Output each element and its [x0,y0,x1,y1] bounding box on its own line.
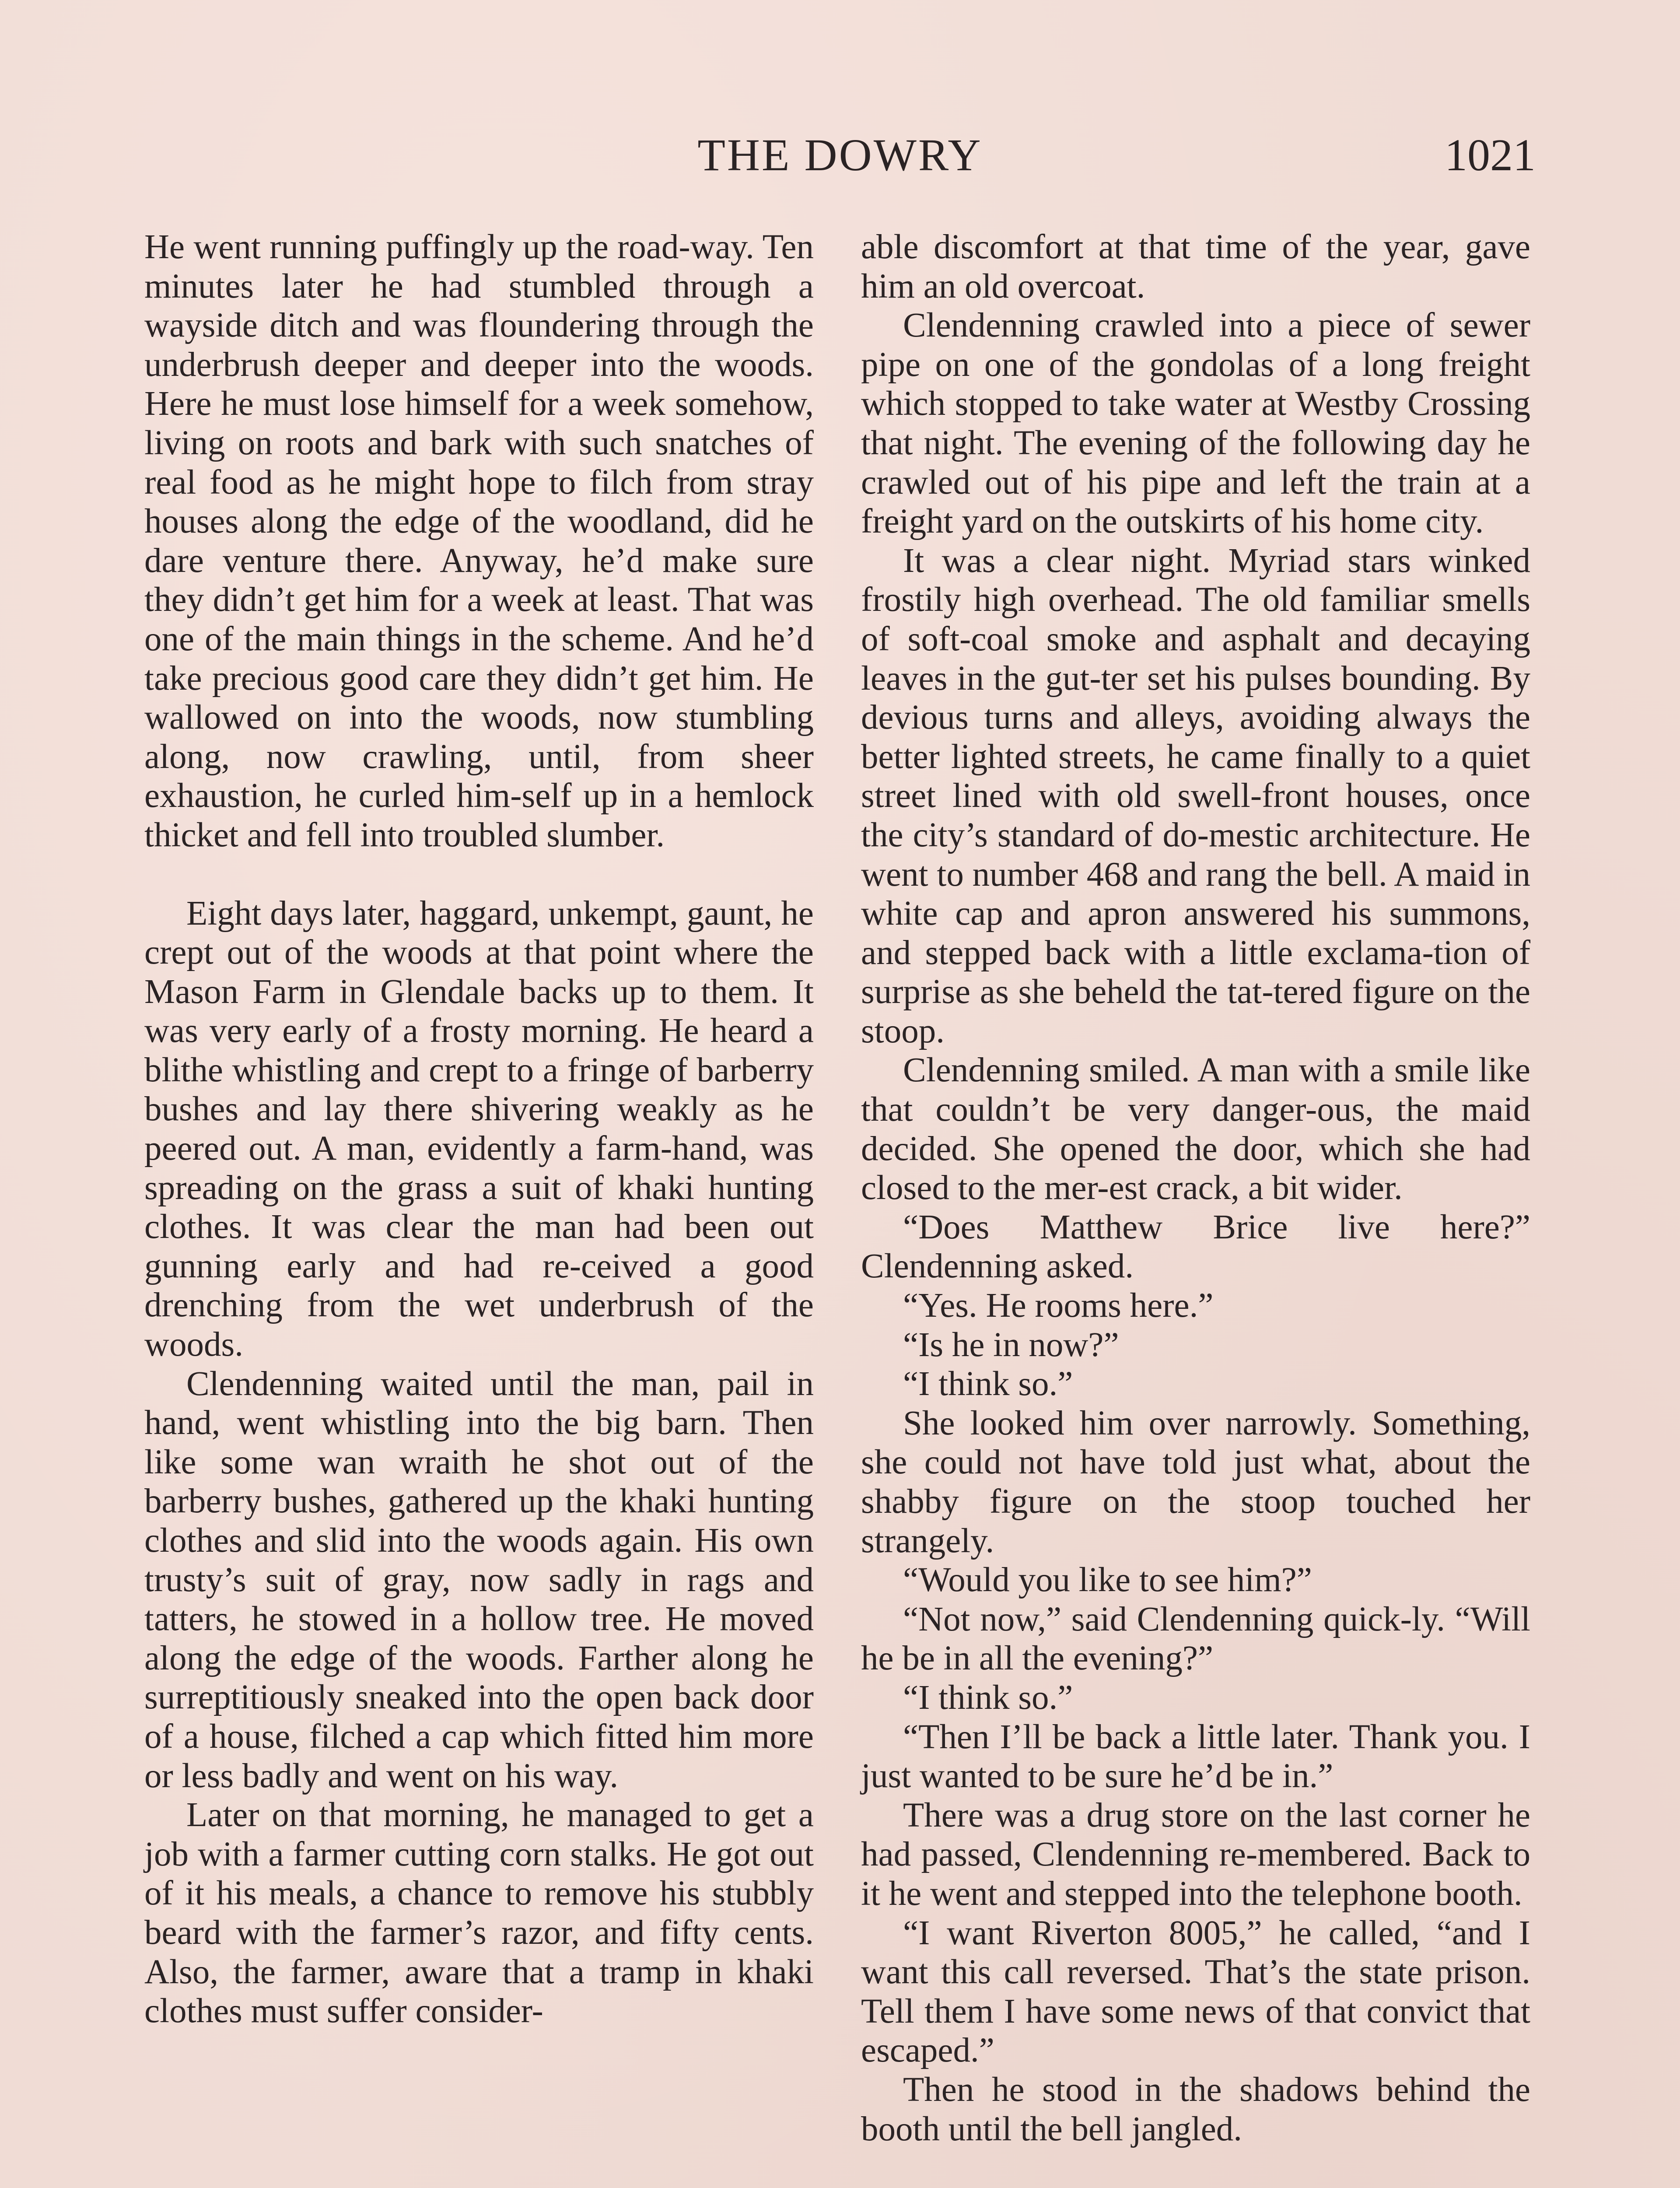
dialogue-line: “Does Matthew Brice live here?” Clendenning asked. [861,1208,1530,1286]
running-head: THE DOWRY [697,130,983,180]
dialogue-line: “Yes. He rooms here.” [903,1287,1214,1325]
paragraph: Later on that morning, he managed to get a job with a farmer cutting corn stalks. He got out of it his meals, a chance to remove his stubbly beard with the farmer’s razor, and fifty cents. Also, the farmer, aware that a tramp in khaki clothes must suffer consider- [144,1796,814,2030]
left-column [144,228,814,2031]
page-number: 1021 [1445,130,1536,180]
paragraph: It was a clear night. Myriad stars winked frostily high overhead. The old familiar smells of soft-coal smoke and asphalt and decaying leaves in the gut-ter set his pulses bounding. By devious turns and alleys, avoiding always the better lighted streets, he came finally to a quiet street lined with old swell-front houses, once the city’s standard of do-mestic architecture. He went to number 468 and rang the bell. A maid in white cap and apron answered his summons, and stepped back with a little exclama-tion of surprise as she beheld the tat-tered figure on the stoop. [861,541,1530,1050]
paragraph: Then he stood in the shadows behind the booth until the bell jangled. [861,2070,1530,2148]
dialogue-line: “Not now,” said Clendenning quick-ly. “Will he be in all the evening?” [861,1600,1530,1678]
paragraph: She looked him over narrowly. Something, she could not have told just what, about the shabby figure on the stoop touched her strangely. [861,1404,1530,1560]
paragraph: Clendenning smiled. A man with a smile like that couldn’t be very danger-ous, the maid decided. She opened the door, which she had closed to the mer-est crack, a bit wider. [861,1051,1530,1207]
page-header [144,127,1536,184]
dialogue-line: “I want Riverton 8005,” he called, “and I want this call reversed. That’s the state prison. Tell them I have some news of that convict that escaped.” [861,1914,1530,2070]
dialogue-line: “Would you like to see him?” [903,1561,1312,1599]
right-column [861,228,1530,2149]
dialogue-line: “Is he in now?” [903,1325,1119,1364]
paragraph: Clendenning waited until the man, pail in hand, went whistling into the big barn. Then like some wan wraith he shot out of the barberry bushes, gathered up the khaki hunting clothes and slid into the woods again. His own trusty’s suit of gray, now sadly in rags and tatters, he stowed in a hollow tree. He moved along the edge of the woods. Farther along he surreptitiously sneaked into the open back door of a house, filched a cap which fitted him more or less badly and went on his way. [144,1364,814,1795]
paragraph: There was a drug store on the last corner he had passed, Clendenning re-membered. Back to it he went and stepped into the telephone booth. [861,1796,1530,1913]
paragraph: Clendenning crawled into a piece of sewer pipe on one of the gondolas of a long freight which stopped to take water at Westby Crossing that night. The evening of the following day he crawled out of his pipe and left the train at a freight yard on the outskirts of his home city. [861,306,1530,541]
dialogue-line: “I think so.” [903,1365,1073,1403]
paragraph: He went running puffingly up the road-way. Ten minutes later he had stumbled through a wayside ditch and was floundering through the underbrush deeper and deeper into the woods. Here he must lose himself for a week somehow, living on roots and bark with such snatches of real food as he might hope to filch from stray houses along the edge of the woodland, did he dare venture there. Anyway, he’d make sure they didn’t get him for a week at least. That was one of the main things in the scheme. And he’d take precious good care they didn’t get him. He wallowed on into the woods, now stumbling along, now crawling, until, from sheer exhaustion, he curled him-self up in a hemlock thicket and fell into troubled slumber. [144,228,814,854]
dialogue-line: “Then I’ll be back a little later. Thank you. I just wanted to be sure he’d be in.” [861,1718,1530,1795]
paragraph: able discomfort at that time of the year, gave him an old overcoat. [861,228,1530,305]
dialogue-line: “I think so.” [903,1678,1073,1717]
paragraph: Eight days later, haggard, unkempt, gaunt, he crept out of the woods at that point where the Mason Farm in Glendale backs up to them. It was very early of a frosty morning. He heard a blithe whistling and crept to a fringe of barberry bushes and lay there shivering weakly as he peered out. A man, evidently a farm-hand, was spreading on the grass a suit of khaki hunting clothes. It was clear the man had been out gunning early and had re-ceived a good drenching from the wet underbrush of the woods. [144,894,814,1364]
